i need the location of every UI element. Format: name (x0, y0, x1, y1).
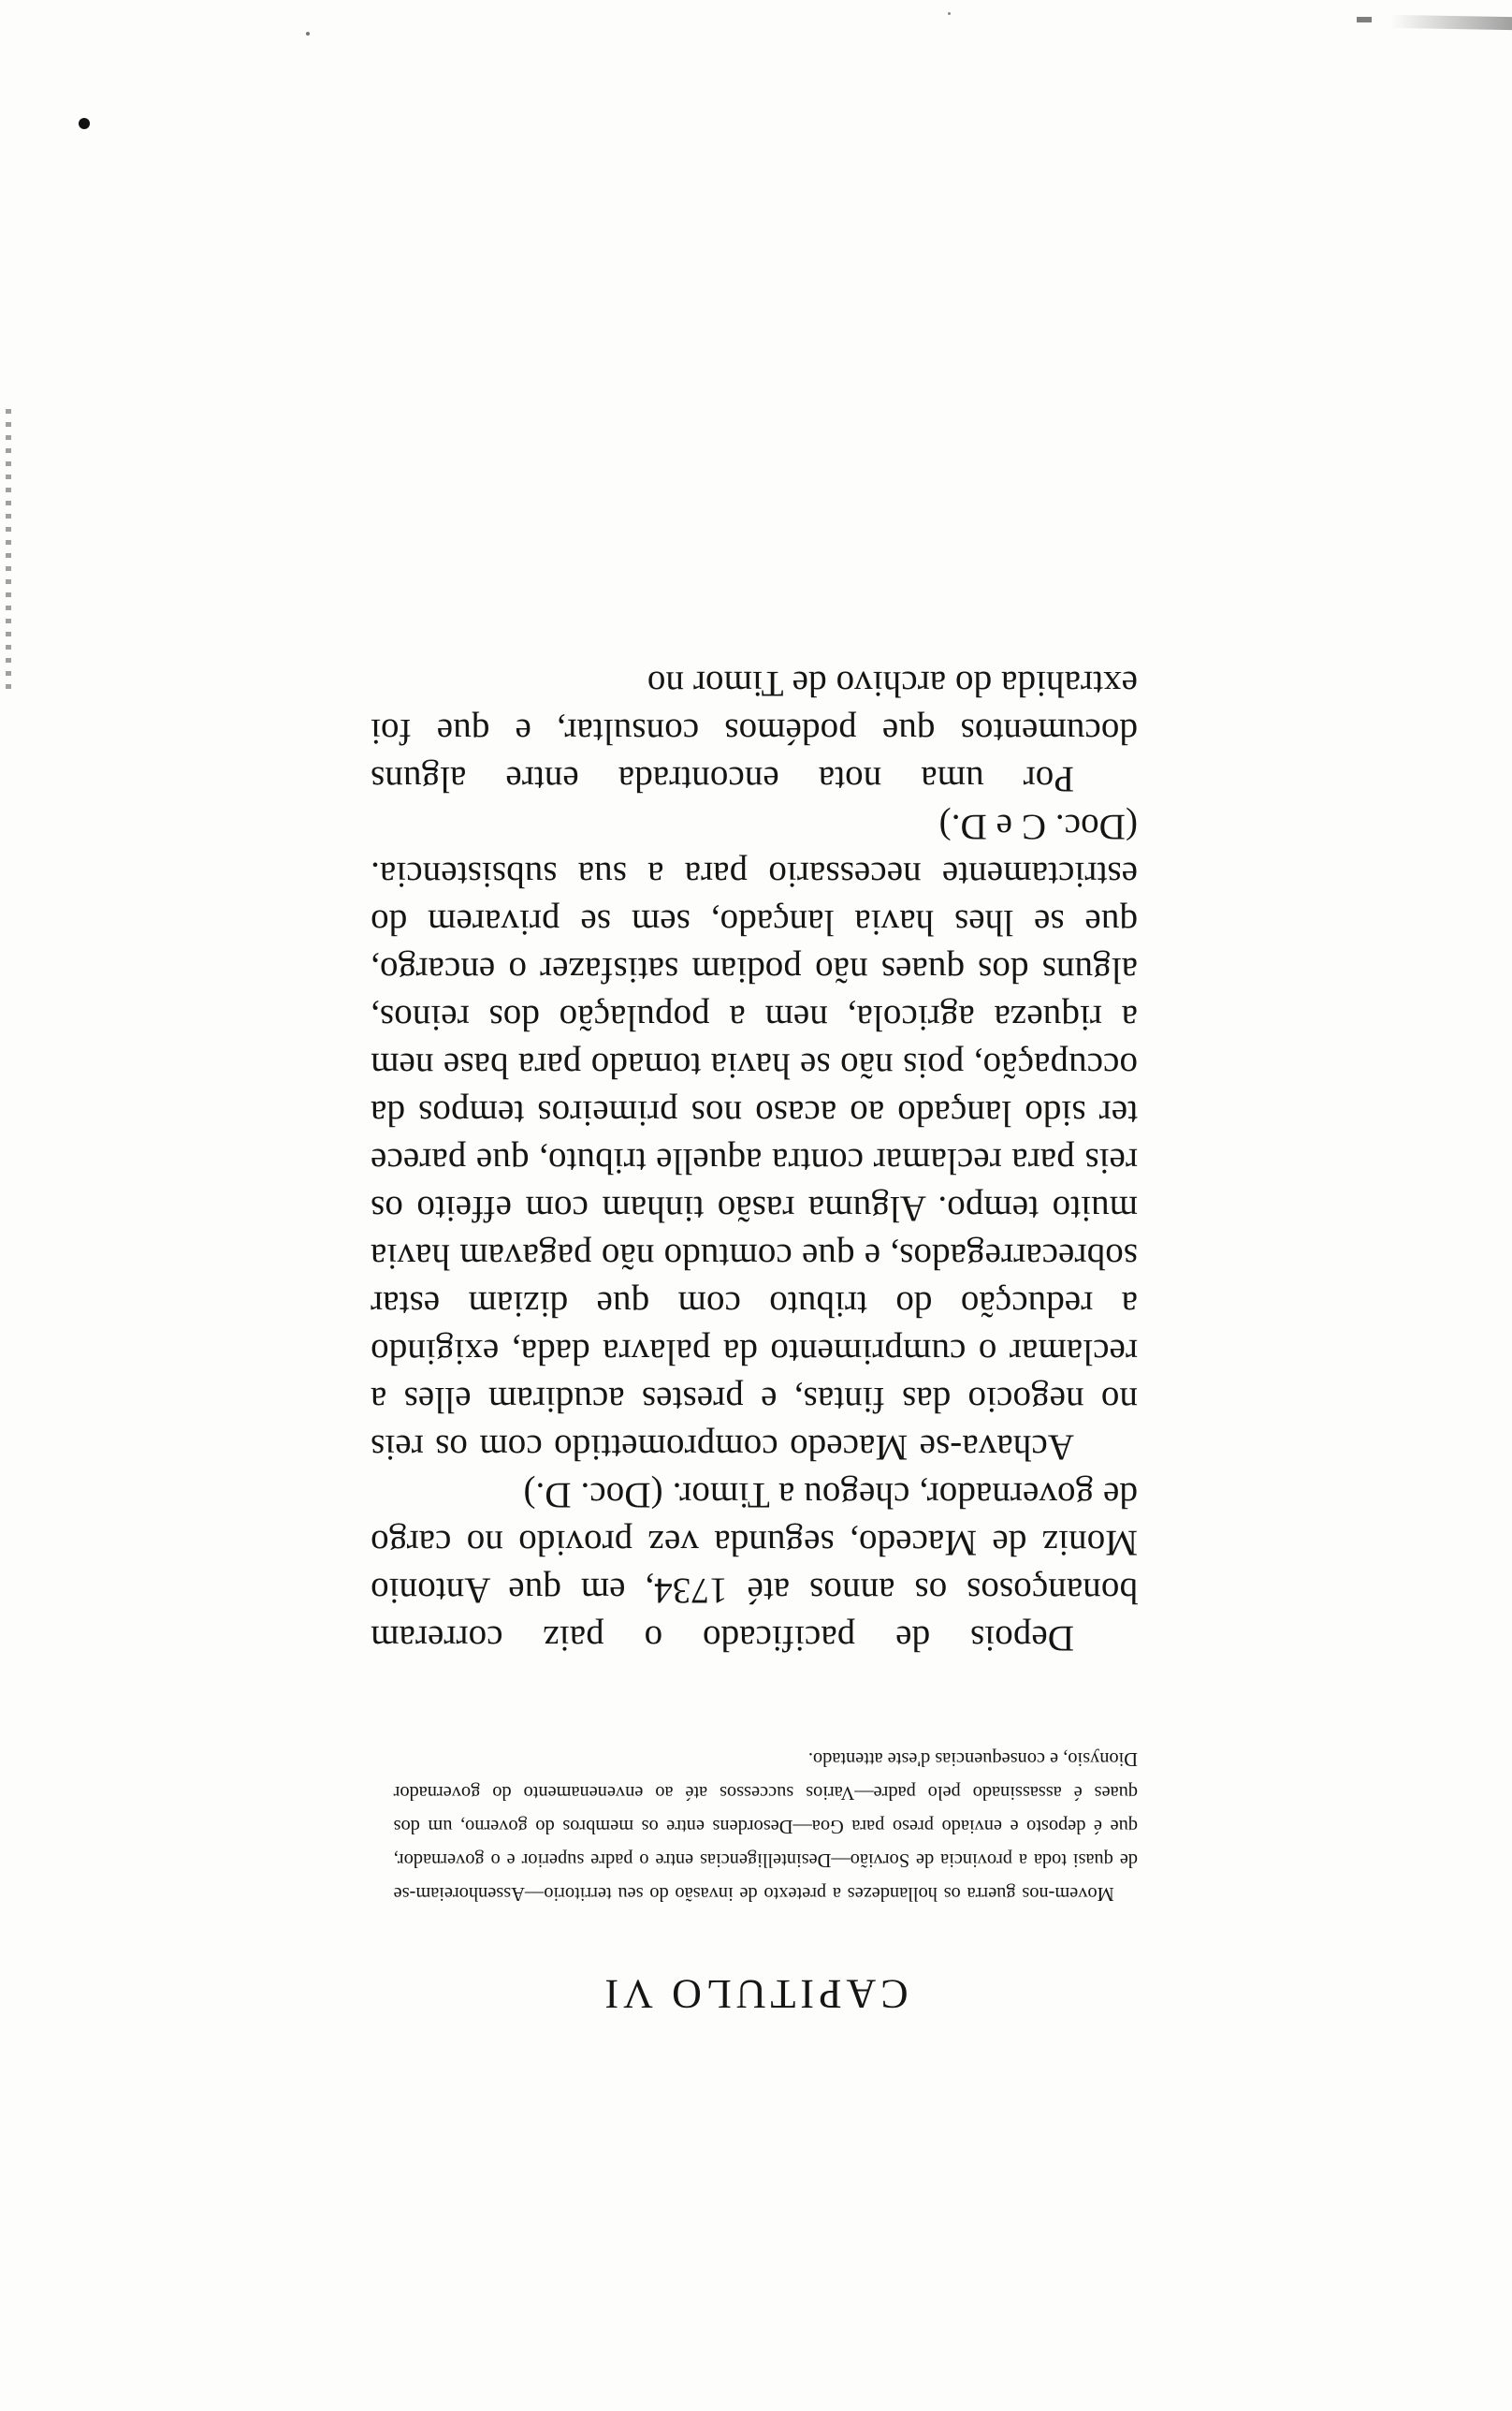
scan-edge-artifact (1390, 15, 1512, 30)
paragraph: Depois de pacificado o paiz correram bonançosos os annos até 1734, em que Antonio Moniz de Macedo, segunda vez provido no cargo de governador, chegou a Timor. (Doc. D.) (371, 1475, 1138, 1658)
scan-edge-artifact (6, 408, 11, 689)
chapter-title: CAPITULO VI (600, 1971, 909, 2017)
scan-edge-artifact (1357, 17, 1372, 22)
paragraph: Por uma nota encontrada entre alguns documentos que podémos consultar, e que foi extrahida do archivo de Timor no (371, 664, 1138, 799)
ink-spot (79, 118, 90, 129)
paragraph: Achava-se Macedo compromettido com os reis no negocio das fintas, e prestes acudiram elles a reclamar o cumprimento da palavra dada, exigindo a reducção do tributo com que diziam estar sobrecarregados, e que comtudo não pagavam havia muito tempo. Alguma rasão tinham com effeito os reis para reclamar contra aquelle tributo, que parece ter sido lançado ao acaso nos primeiros tempos da occupação, pois não se havia tomado para base nem a riqueza agricola, nem a população dos reinos, alguns dos quaes não podiam satisfazer o encargo, que se lhes havia lançado, sem se privarem do estrictamente necessario para a sua subsistencia. (Doc. C e D.) (371, 807, 1138, 1468)
ink-spot (948, 12, 951, 15)
body-text (371, 660, 1138, 1662)
ink-spot (306, 32, 310, 36)
chapter-summary: Movem-nos guerra os hollandezes a pretexto de invasão do seu territorio—Assenhoreiam-se de quasi toda a provincia de Sorvião—Desintelligencias entre o padre superior e o governador, que é deposto e enviado preso para Goa—Desordens entre os membros do governo, um dos quaes é assassinado pelo padre—Varios successos até ao envenenamento do governador Dionysio, e consequencias d'este attentado. (393, 1748, 1138, 1906)
page-content (371, 660, 1138, 2018)
